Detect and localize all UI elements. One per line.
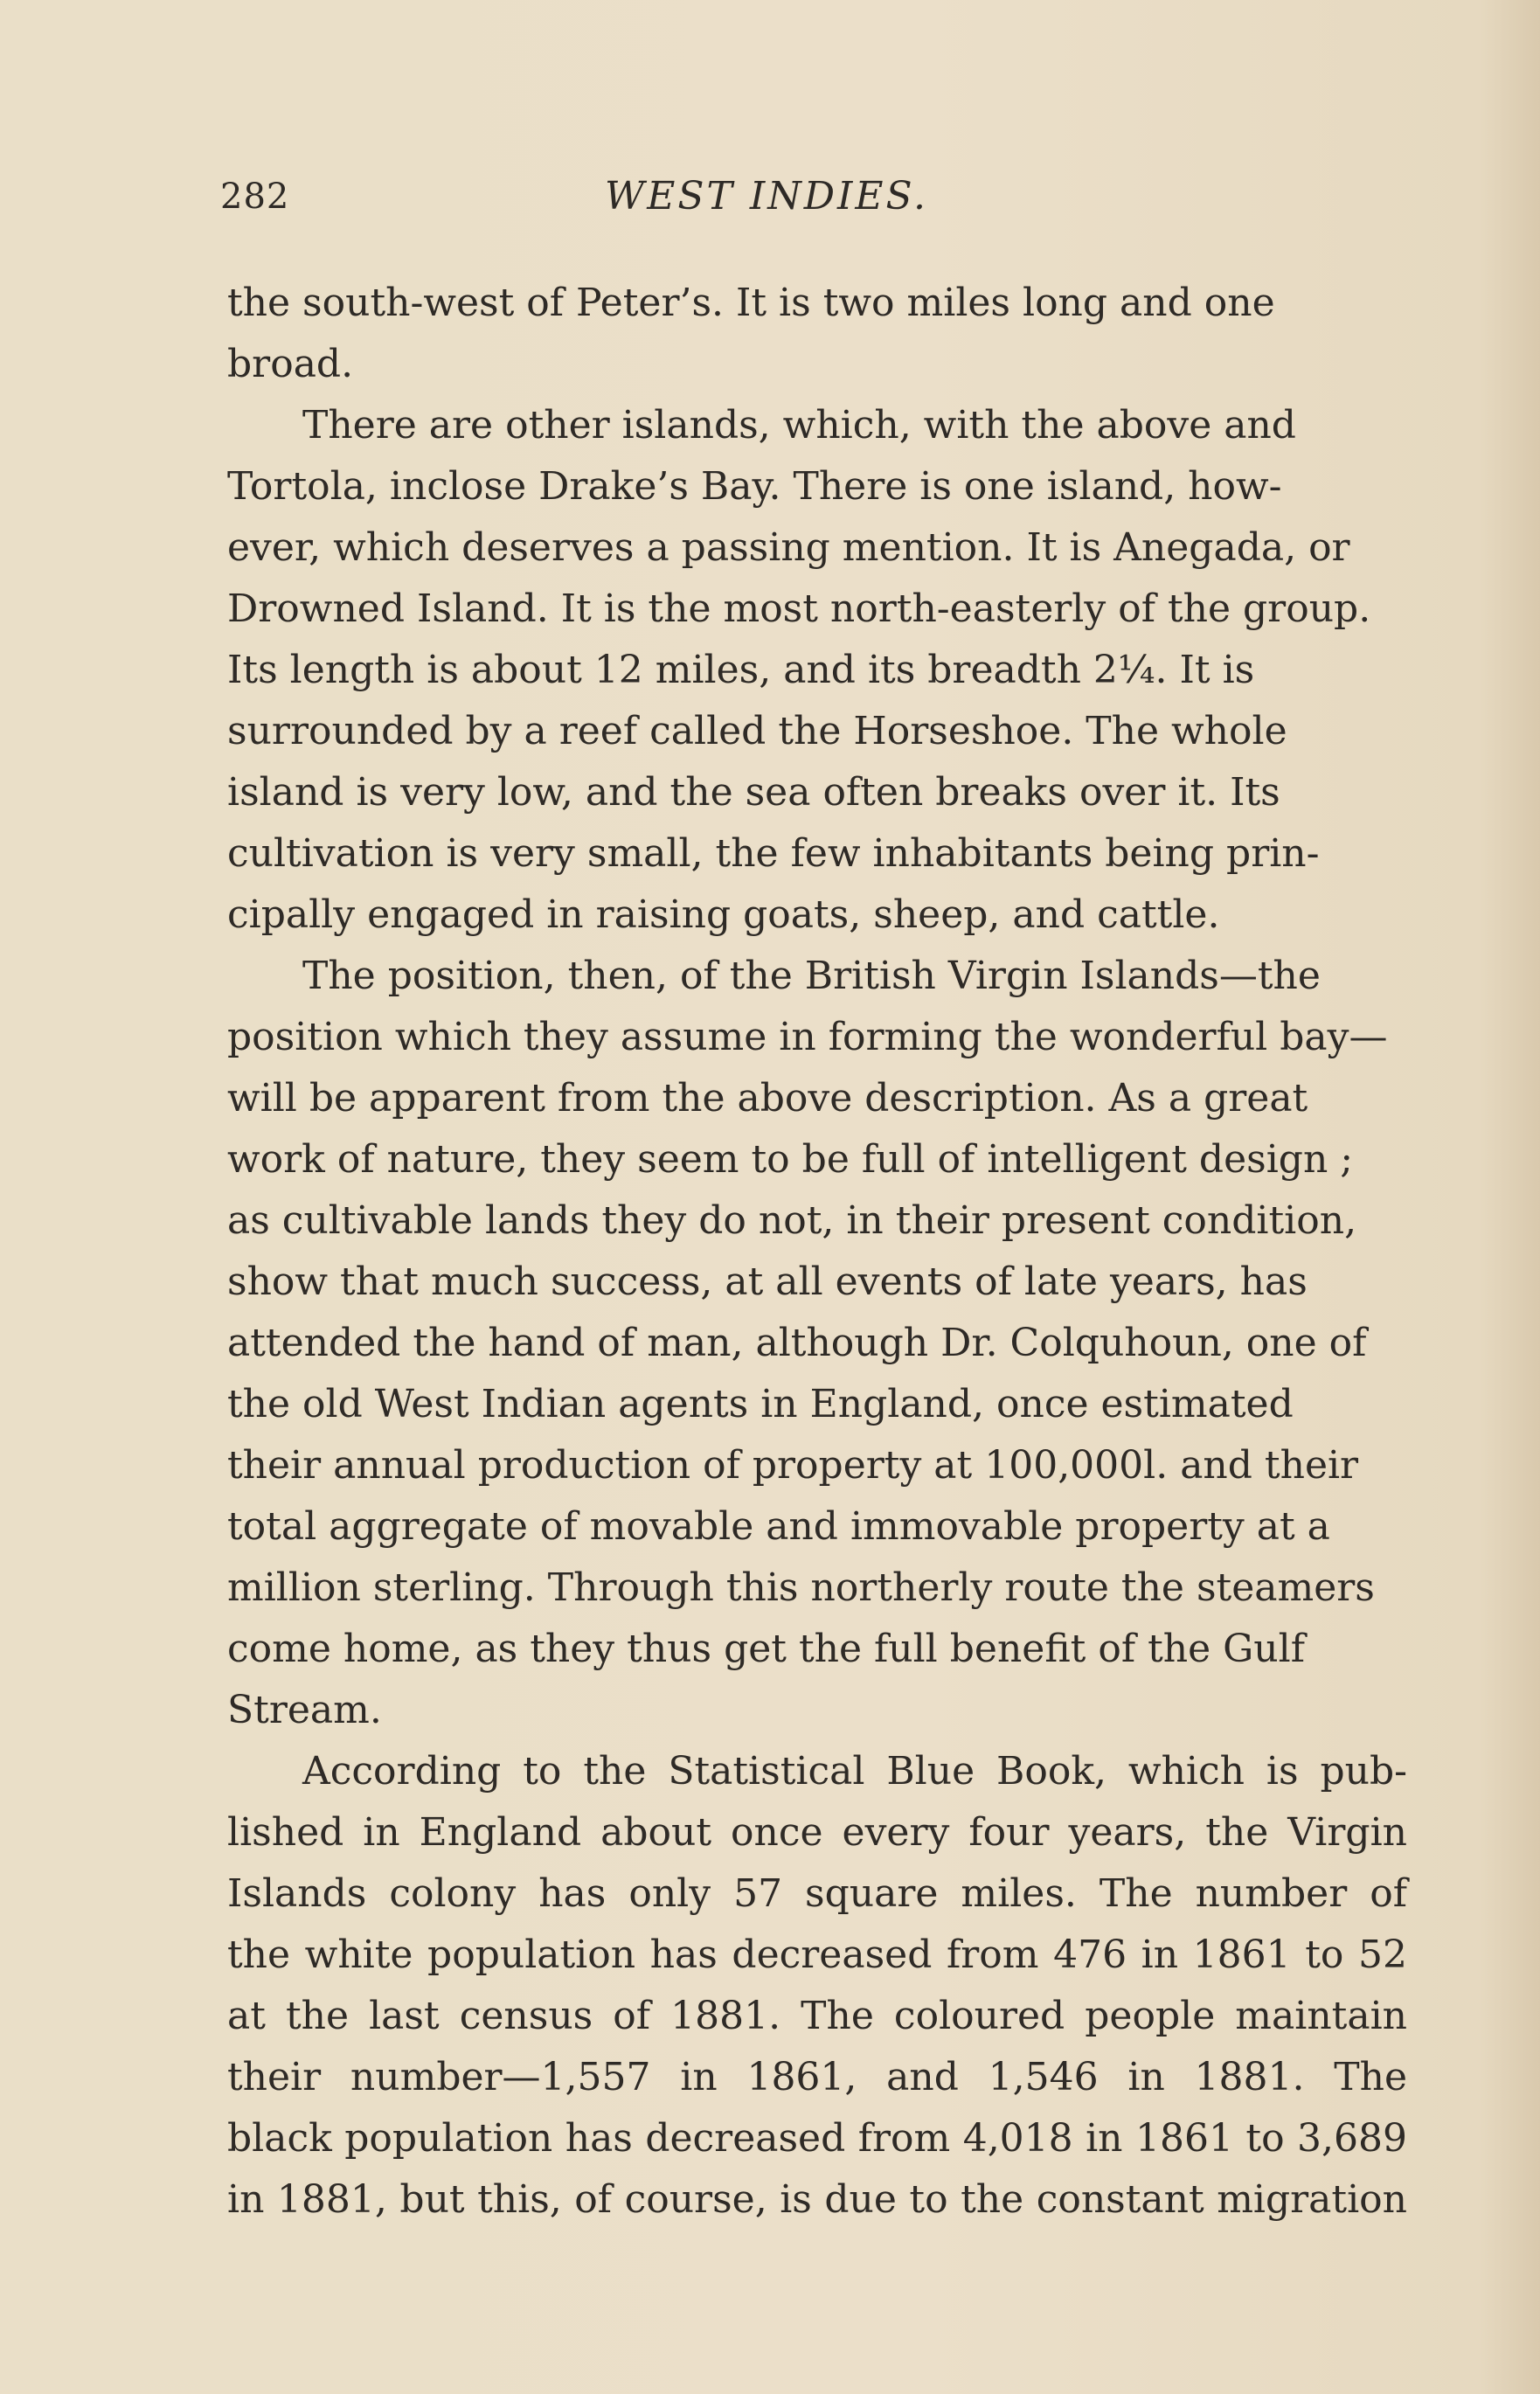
text-line: cipally engaged in raising goats, sheep, and cattle. — [227, 892, 1220, 937]
text-line: total aggregate of movable and immovable property at a — [227, 1504, 1330, 1549]
paragraph — [227, 395, 1407, 946]
text-line: black population has decreased from 4,018 in 1861 to 3,689 — [227, 2116, 1407, 2161]
paragraph — [227, 946, 1407, 1741]
text-line: at the last census of 1881. The coloured people maintain — [227, 1994, 1407, 2038]
text-line: the south-west of Peter’s. It is two miles long and one — [227, 281, 1275, 325]
page-number: 282 — [220, 177, 290, 217]
text-line: According to the Statistical Blue Book, which is pub- — [302, 1749, 1407, 1794]
text-line: come home, as they thus get the full benefit of the Gulf — [227, 1627, 1305, 1671]
text-line: Drowned Island. It is the most north-easterly of the group. — [227, 586, 1371, 631]
text-line: work of nature, they seem to be full of intelligent design ; — [227, 1137, 1354, 1182]
text-line: show that much success, at all events of late years, has — [227, 1259, 1308, 1304]
text-line: Tortola, inclose Drake’s Bay. There is one island, how- — [227, 464, 1282, 509]
text-line: attended the hand of man, although Dr. Colquhoun, one of — [227, 1321, 1367, 1365]
text-line: their number—1,557 in 1861, and 1,546 in 1881. The — [227, 2055, 1407, 2099]
text-line: in 1881, but this, of course, is due to the constant migration — [227, 2177, 1407, 2222]
page-header — [220, 170, 1402, 223]
paragraph — [227, 273, 1407, 395]
text-line: Islands colony has only 57 square miles. The number of — [227, 1871, 1407, 1916]
text-line: the old West Indian agents in England, once estimated — [227, 1382, 1294, 1426]
text-line: million sterling. Through this northerly route the steamers — [227, 1565, 1375, 1610]
text-line: lished in England about once every four years, the Virgin — [227, 1810, 1407, 1855]
body-text — [227, 273, 1407, 2231]
text-line: as cultivable lands they do not, in their present condition, — [227, 1198, 1357, 1243]
text-line: broad. — [227, 342, 354, 386]
text-line: Stream. — [227, 1688, 382, 1732]
text-line: ever, which deserves a passing mention. It is Anegada, or — [227, 525, 1350, 570]
text-line: Its length is about 12 miles, and its breadth 2¼. It is — [227, 648, 1255, 692]
text-line: the white population has decreased from 476 in 1861 to 52 — [227, 1933, 1407, 1977]
text-line: cultivation is very small, the few inhabitants being prin- — [227, 831, 1320, 876]
text-line: The position, then, of the British Virgin Islands—the — [302, 954, 1321, 998]
text-line: position which they assume in forming the wonderful bay— — [227, 1015, 1388, 1059]
running-head: WEST INDIES. — [605, 174, 929, 219]
paragraph — [227, 1741, 1407, 2231]
text-line: There are other islands, which, with the above and — [302, 403, 1296, 448]
text-line: their annual production of property at 100,000l. and their — [227, 1443, 1359, 1488]
text-line: surrounded by a reef called the Horseshoe. The whole — [227, 709, 1287, 753]
text-line: island is very low, and the sea often breaks over it. Its — [227, 770, 1280, 815]
text-line: will be apparent from the above description. As a great — [227, 1076, 1308, 1121]
